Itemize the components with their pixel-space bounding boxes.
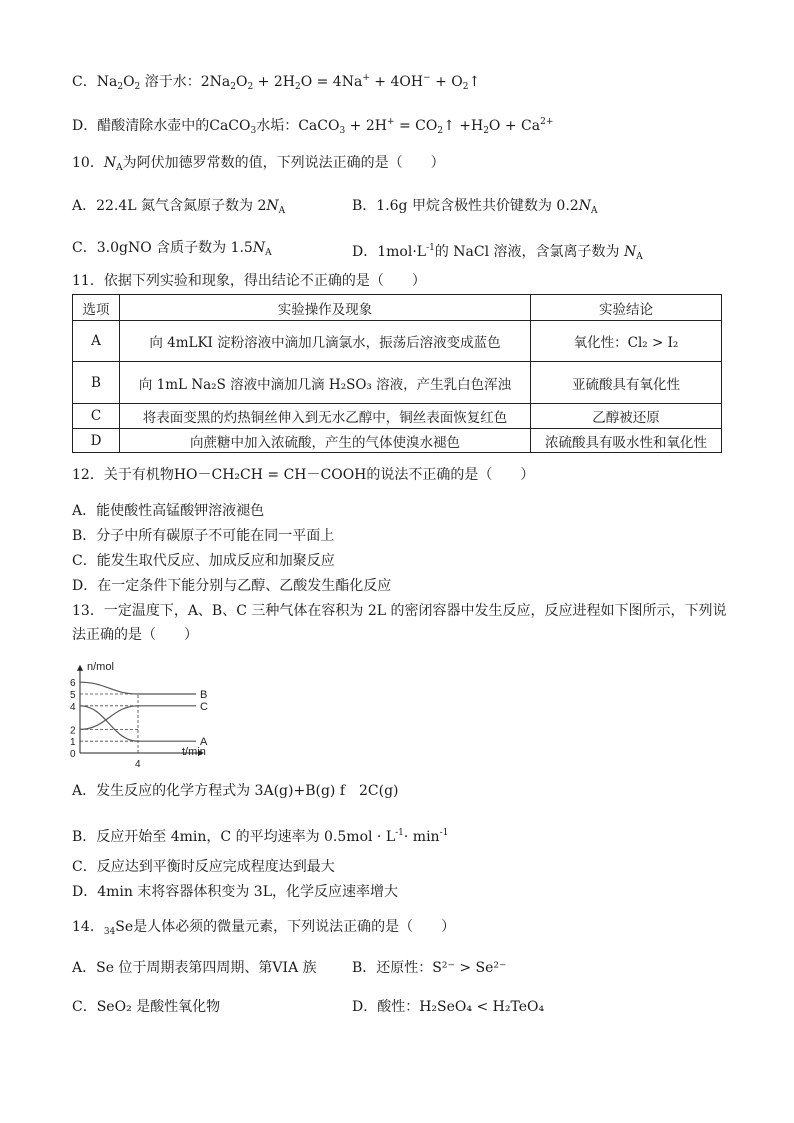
y-tick-label: 6 xyxy=(70,678,76,690)
q13-stem-line2: 法正确的是（ ） xyxy=(72,627,198,643)
y-axis-arrow xyxy=(77,665,83,671)
table-header-conclusion: 实验结论 xyxy=(531,295,722,321)
q13-option-c: C．反应达到平衡时反应完成程度达到最大 xyxy=(72,859,335,875)
y-tick-label: 5 xyxy=(70,690,76,701)
q14-option-c: C．SeO₂ 是酸性氧化物 xyxy=(72,999,221,1015)
series-label-a: A xyxy=(200,736,208,749)
series-line-b xyxy=(80,682,196,694)
table-row: B 向 1mL Na₂S 溶液中滴加几滴 H₂SO₃ 溶液，产生乳白色浑浊 亚硫酸具有氧化性 xyxy=(73,362,722,404)
q10-stem: 10．$N_A$为阿伏加德罗常数的值，下列说法正确的是（ ） xyxy=(72,155,445,173)
q12-option-b: B．分子中所有碳原子不可能在同一平面上 xyxy=(72,528,335,544)
y-tick-label: 0 xyxy=(70,749,76,760)
q13-option-b: B．反应开始至 4min，C 的平均速率为 $0.5mol \cdot L^{-1}\cdot \min^{-1}$ xyxy=(72,828,449,845)
q13-option-a: A．发生反应的化学方程式为 3A(g)+B(g) f 2C(g) xyxy=(72,783,399,799)
q13-option-d: D．4min 末将容器体积变为 3L，化学反应速率增大 xyxy=(72,884,399,900)
reaction-chart xyxy=(64,646,208,770)
q9-option-c: C．$Na_2O_2$ 溶于水：$2Na_2O_2 + 2H_2O = 4Na^+ + 4OH^-$ + $O_2↑$ xyxy=(72,73,481,92)
q14-option-a: A．Se 位于周期表第四周期、第VIA 族 xyxy=(72,960,317,976)
series-label-c: C xyxy=(200,700,208,713)
table-header-operation: 实验操作及现象 xyxy=(120,295,531,321)
table-row: A 向 4mLKI 淀粉溶液中滴加几滴氯水，振荡后溶液变成蓝色 氧化性：Cl₂ > I₂ xyxy=(73,321,722,362)
q10-option-a: A．22.4L 氮气含氮原子数为 $2N_A$ xyxy=(72,198,286,216)
table-header-option: 选项 xyxy=(73,295,120,321)
q12-stem: 12．关于有机物HO－CH₂CH = CH－COOH的说法不正确的是（ ） xyxy=(72,467,535,483)
q12-option-c: C．能发生取代反应、加成反应和加聚反应 xyxy=(72,553,335,569)
q14-stem: 14．$_{34}$Se是人体必须的微量元素，下列说法正确的是（ ） xyxy=(72,919,456,937)
series-label-b: B xyxy=(200,689,208,701)
y-tick-label: 1 xyxy=(70,737,76,749)
table-row: D 向蔗糖中加入浓硫酸，产生的气体使溴水褪色 浓硫酸具有吸水性和氧化性 xyxy=(73,429,722,453)
q14-option-b: B．还原性：S²⁻ > Se²⁻ xyxy=(352,960,507,976)
q12-option-a: A．能使酸性高锰酸钾溶液褪色 xyxy=(72,503,265,519)
x-tick-label: 4 xyxy=(135,759,141,770)
x-axis-label: t/min xyxy=(182,746,206,758)
q12-option-d: D．在一定条件下能分别与乙醇、乙酸发生酯化反应 xyxy=(72,578,392,594)
q10-option-d: D．$1mol\cdot L^{-1}$的 NaCl 溶液，含氯离子数为 $N_A$ xyxy=(352,243,643,262)
y-tick-label: 2 xyxy=(70,725,76,737)
y-tick-label: 4 xyxy=(70,701,76,713)
q10-option-c: C．3.0gNO 含质子数为 $1.5N_A$ xyxy=(72,240,272,258)
q11-stem: 11．依据下列实验和现象，得出结论不正确的是（ ） xyxy=(72,273,426,289)
table-row: C 将表面变黑的灼热铜丝伸入到无水乙醇中，铜丝表面恢复红色 乙醇被还原 xyxy=(73,404,722,429)
y-axis-label: n/mol xyxy=(87,660,114,673)
q9-option-d: D．醋酸清除水壶中的CaCO$_3$水垢：CaCO$_3$ + $2H^+ = CO_2↑ +H_2O + Ca^{2+}$ xyxy=(72,117,554,136)
q13-stem-line1: 13．一定温度下，A、B、C 三种气体在容积为 2L 的密闭容器中发生反应，反应进程如下图所示，下列说 xyxy=(72,603,727,619)
q10-option-b: B．1.6g 甲烷含极性共价键数为 $0.2N_A$ xyxy=(352,198,598,216)
experiment-table xyxy=(72,294,722,453)
q14-option-d: D．酸性：H₂SeO₄ < H₂TeO₄ xyxy=(352,999,545,1015)
